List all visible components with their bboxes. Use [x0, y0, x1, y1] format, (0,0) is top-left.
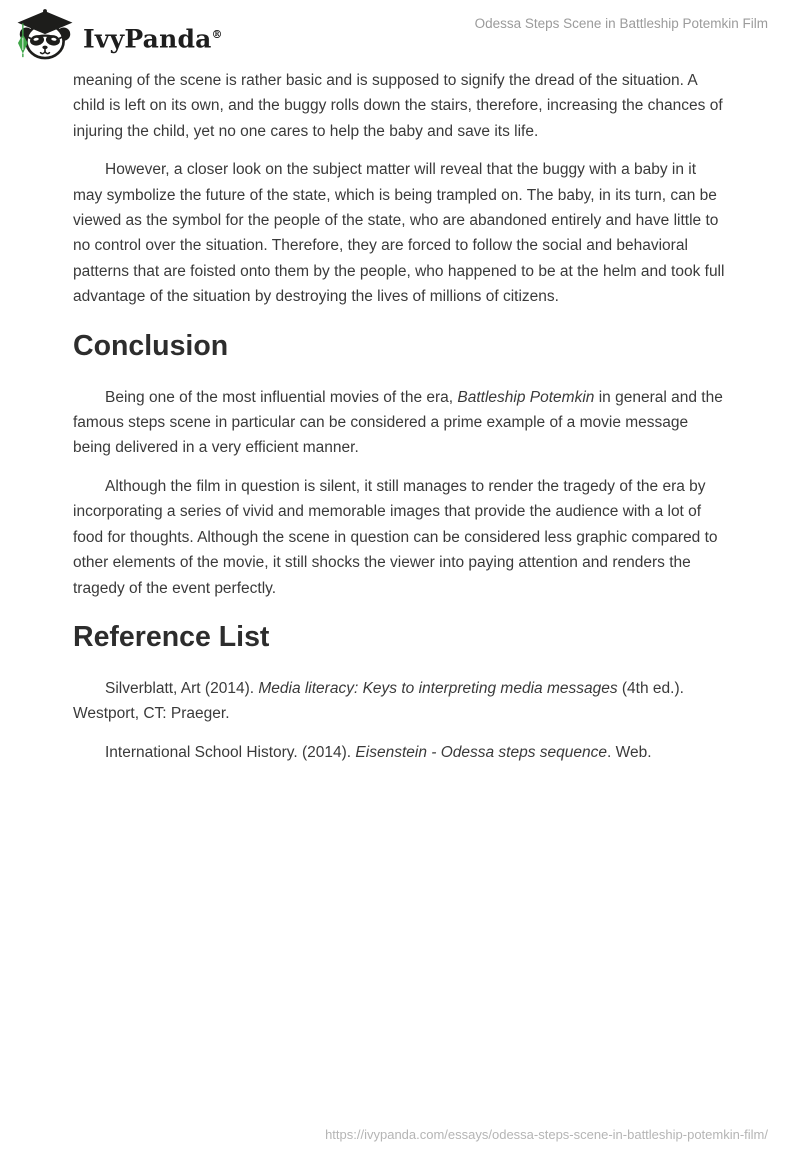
paragraph: International School History. (2014). Eisenstein - Odessa steps sequence. Web. [105, 743, 652, 761]
document-title: Odessa Steps Scene in Battleship Potemkin Film [474, 16, 768, 31]
paragraph: meaning of the scene is rather basic and is supposed to signify the dread of the situation. A child is left on its own, and the buggy rolls down the stairs, therefore, increasing the chances of injuring the child, yet no one cares to help the baby and save its life. [73, 72, 723, 140]
paragraph: Silverblatt, Art (2014). Media literacy: Keys to interpreting media messages (4th ed.). Westport, CT: Praeger. [73, 679, 684, 723]
paragraph: However, a closer look on the subject matter will reveal that the buggy with a baby in it may symbolize the future of the state, which is being trampled on. The baby, in its turn, can be viewed as the symbol for the people of the state, who are abandoned entirely and have little to no control over the situation. Therefore, they are forced to follow the social and behavioral patterns that are foisted onto them by the people, who happened to be at the helm and took full advantage of the situation by destroying the lives of millions of citizens. [73, 161, 725, 306]
registered-mark: ® [211, 28, 223, 41]
panda-graduation-cap-icon [14, 7, 76, 63]
document-body [73, 68, 727, 778]
ivypanda-logo-link[interactable] [14, 7, 223, 67]
paragraph: Although the film in question is silent, it still manages to render the tragedy of the era by incorporating a series of vivid and memorable images that provide the audience with a lot of food for thoughts. Although the scene in question can be considered less graphic compared to other elements of the movie, it still shocks the viewer into paying attention and renders the tragedy of the event perfectly. [73, 477, 718, 597]
page-header [14, 7, 768, 67]
section-heading: Conclusion [73, 329, 229, 362]
source-url-link[interactable]: https://ivypanda.com/essays/odessa-steps-scene-in-battleship-potemkin-film/ [325, 1127, 768, 1142]
brand-name: IvyPanda® [83, 24, 223, 54]
section-heading: Reference List [73, 620, 270, 653]
paragraph: Being one of the most influential movies of the era, Battleship Potemkin in general and the famous steps scene in particular can be considered a prime example of a movie message being delivered in a very efficient manner. [73, 388, 723, 457]
